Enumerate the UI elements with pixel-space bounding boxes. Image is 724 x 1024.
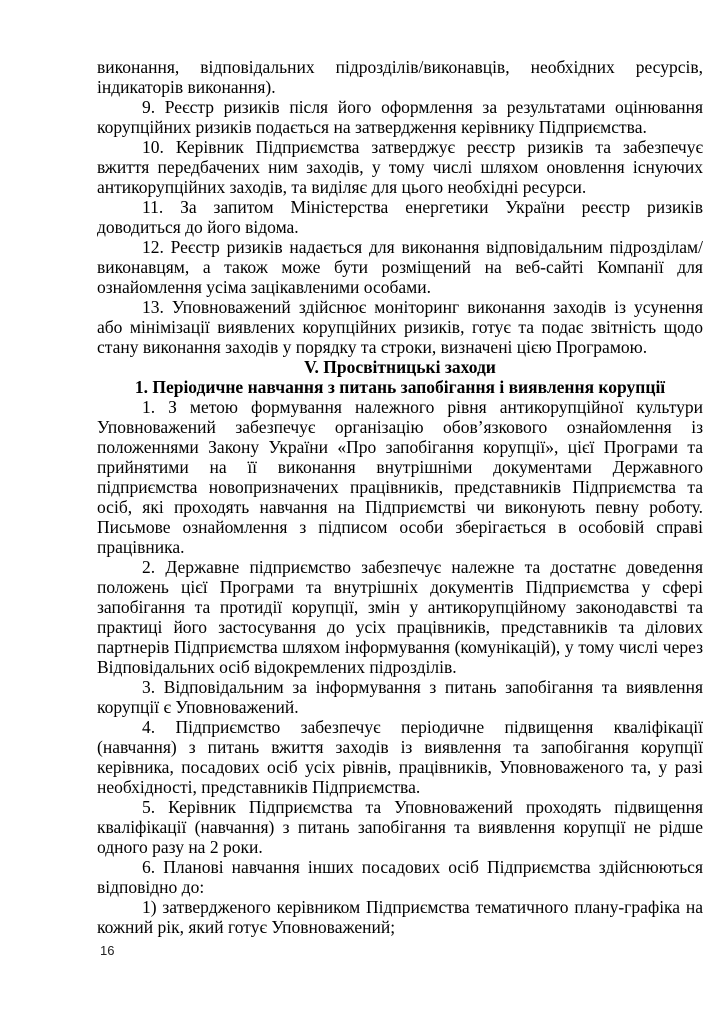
document-body bbox=[97, 57, 703, 937]
text-block-heading: V. Просвітницькі заходи bbox=[304, 357, 496, 377]
text-block-paragraph: 1. З метою формування належного рівня антикорупційної культури Уповноважений забезпечує організацію обов’язкового ознайомлення із положеннями Закону України «Про запобігання корупції», цієї Програми та прийнятими на її виконання внутрішніми документами Державного підприємства новопризначених працівників, представників Підприємства та осіб, які проходять навчання на Підприємстві чи виконують певну роботу. Письмове ознайомлення з підписом особи зберігається в особовій справі працівника. bbox=[97, 397, 703, 557]
text-block-paragraph: 4. Підприємство забезпечує періодичне підвищення кваліфікації (навчання) з питань вжиття заходів із виявлення та запобігання корупції керівника, посадових осіб усіх рівнів, працівників, Уповноваженого та, у разі необхідності, представників Підприємства. bbox=[97, 717, 703, 797]
text-block-paragraph: 9. Реєстр ризиків після його оформлення за результатами оцінювання корупційних ризиків подається на затвердження керівнику Підприємства. bbox=[97, 97, 703, 137]
text-block-paragraph: 11. За запитом Міністерства енергетики України реєстр ризиків доводиться до його відома. bbox=[97, 197, 703, 237]
text-block-paragraph: 13. Уповноважений здійснює моніторинг виконання заходів із усунення або мінімізації виявлених корупційних ризиків, готує та подає звітність щодо стану виконання заходів у порядку та строки, визначені цією Програмою. bbox=[97, 297, 703, 357]
text-block-paragraph: 5. Керівник Підприємства та Уповноважений проходять підвищення кваліфікації (навчання) з питань запобігання та виявлення корупції не рідше одного разу на 2 роки. bbox=[97, 797, 703, 857]
text-block-paragraph: 6. Планові навчання інших посадових осіб Підприємства здійснюються відповідно до: bbox=[97, 857, 703, 897]
text-block-paragraph: 3. Відповідальним за інформування з питань запобігання та виявлення корупції є Уповноважений. bbox=[97, 677, 703, 717]
text-block-subheading: 1. Періодичне навчання з питань запобігання і виявлення корупції bbox=[134, 377, 666, 397]
text-block-continuation: виконання, відповідальних підрозділів/виконавців, необхідних ресурсів, індикаторів виконання). bbox=[97, 57, 703, 97]
page-number: 16 bbox=[100, 943, 115, 958]
text-block-paragraph: 12. Реєстр ризиків надається для виконання відповідальним підрозділам/виконавцям, а також може бути розміщений на веб-сайті Компанії для ознайомлення усіма зацікавленими особами. bbox=[97, 237, 703, 297]
text-block-paragraph: 10. Керівник Підприємства затверджує реєстр ризиків та забезпечує вжиття передбачених ним заходів, у тому числі шляхом оновлення існуючих антикорупційних заходів, та виділяє для цього необхідні ресурси. bbox=[97, 137, 703, 197]
text-block-paragraph: 1) затвердженого керівником Підприємства тематичного плану-графіка на кожний рік, який готує Уповноважений; bbox=[97, 897, 703, 937]
text-block-paragraph: 2. Державне підприємство забезпечує належне та достатнє доведення положень цієї Програми та внутрішніх документів Підприємства у сфері запобігання та протидії корупції, змін у антикорупційному законодавстві та практиці його застосування до усіх працівників, представників та ділових партнерів Підприємства шляхом інформування (комунікацій), у тому числі через Відповідальних осіб відокремлених підрозділів. bbox=[97, 557, 703, 677]
